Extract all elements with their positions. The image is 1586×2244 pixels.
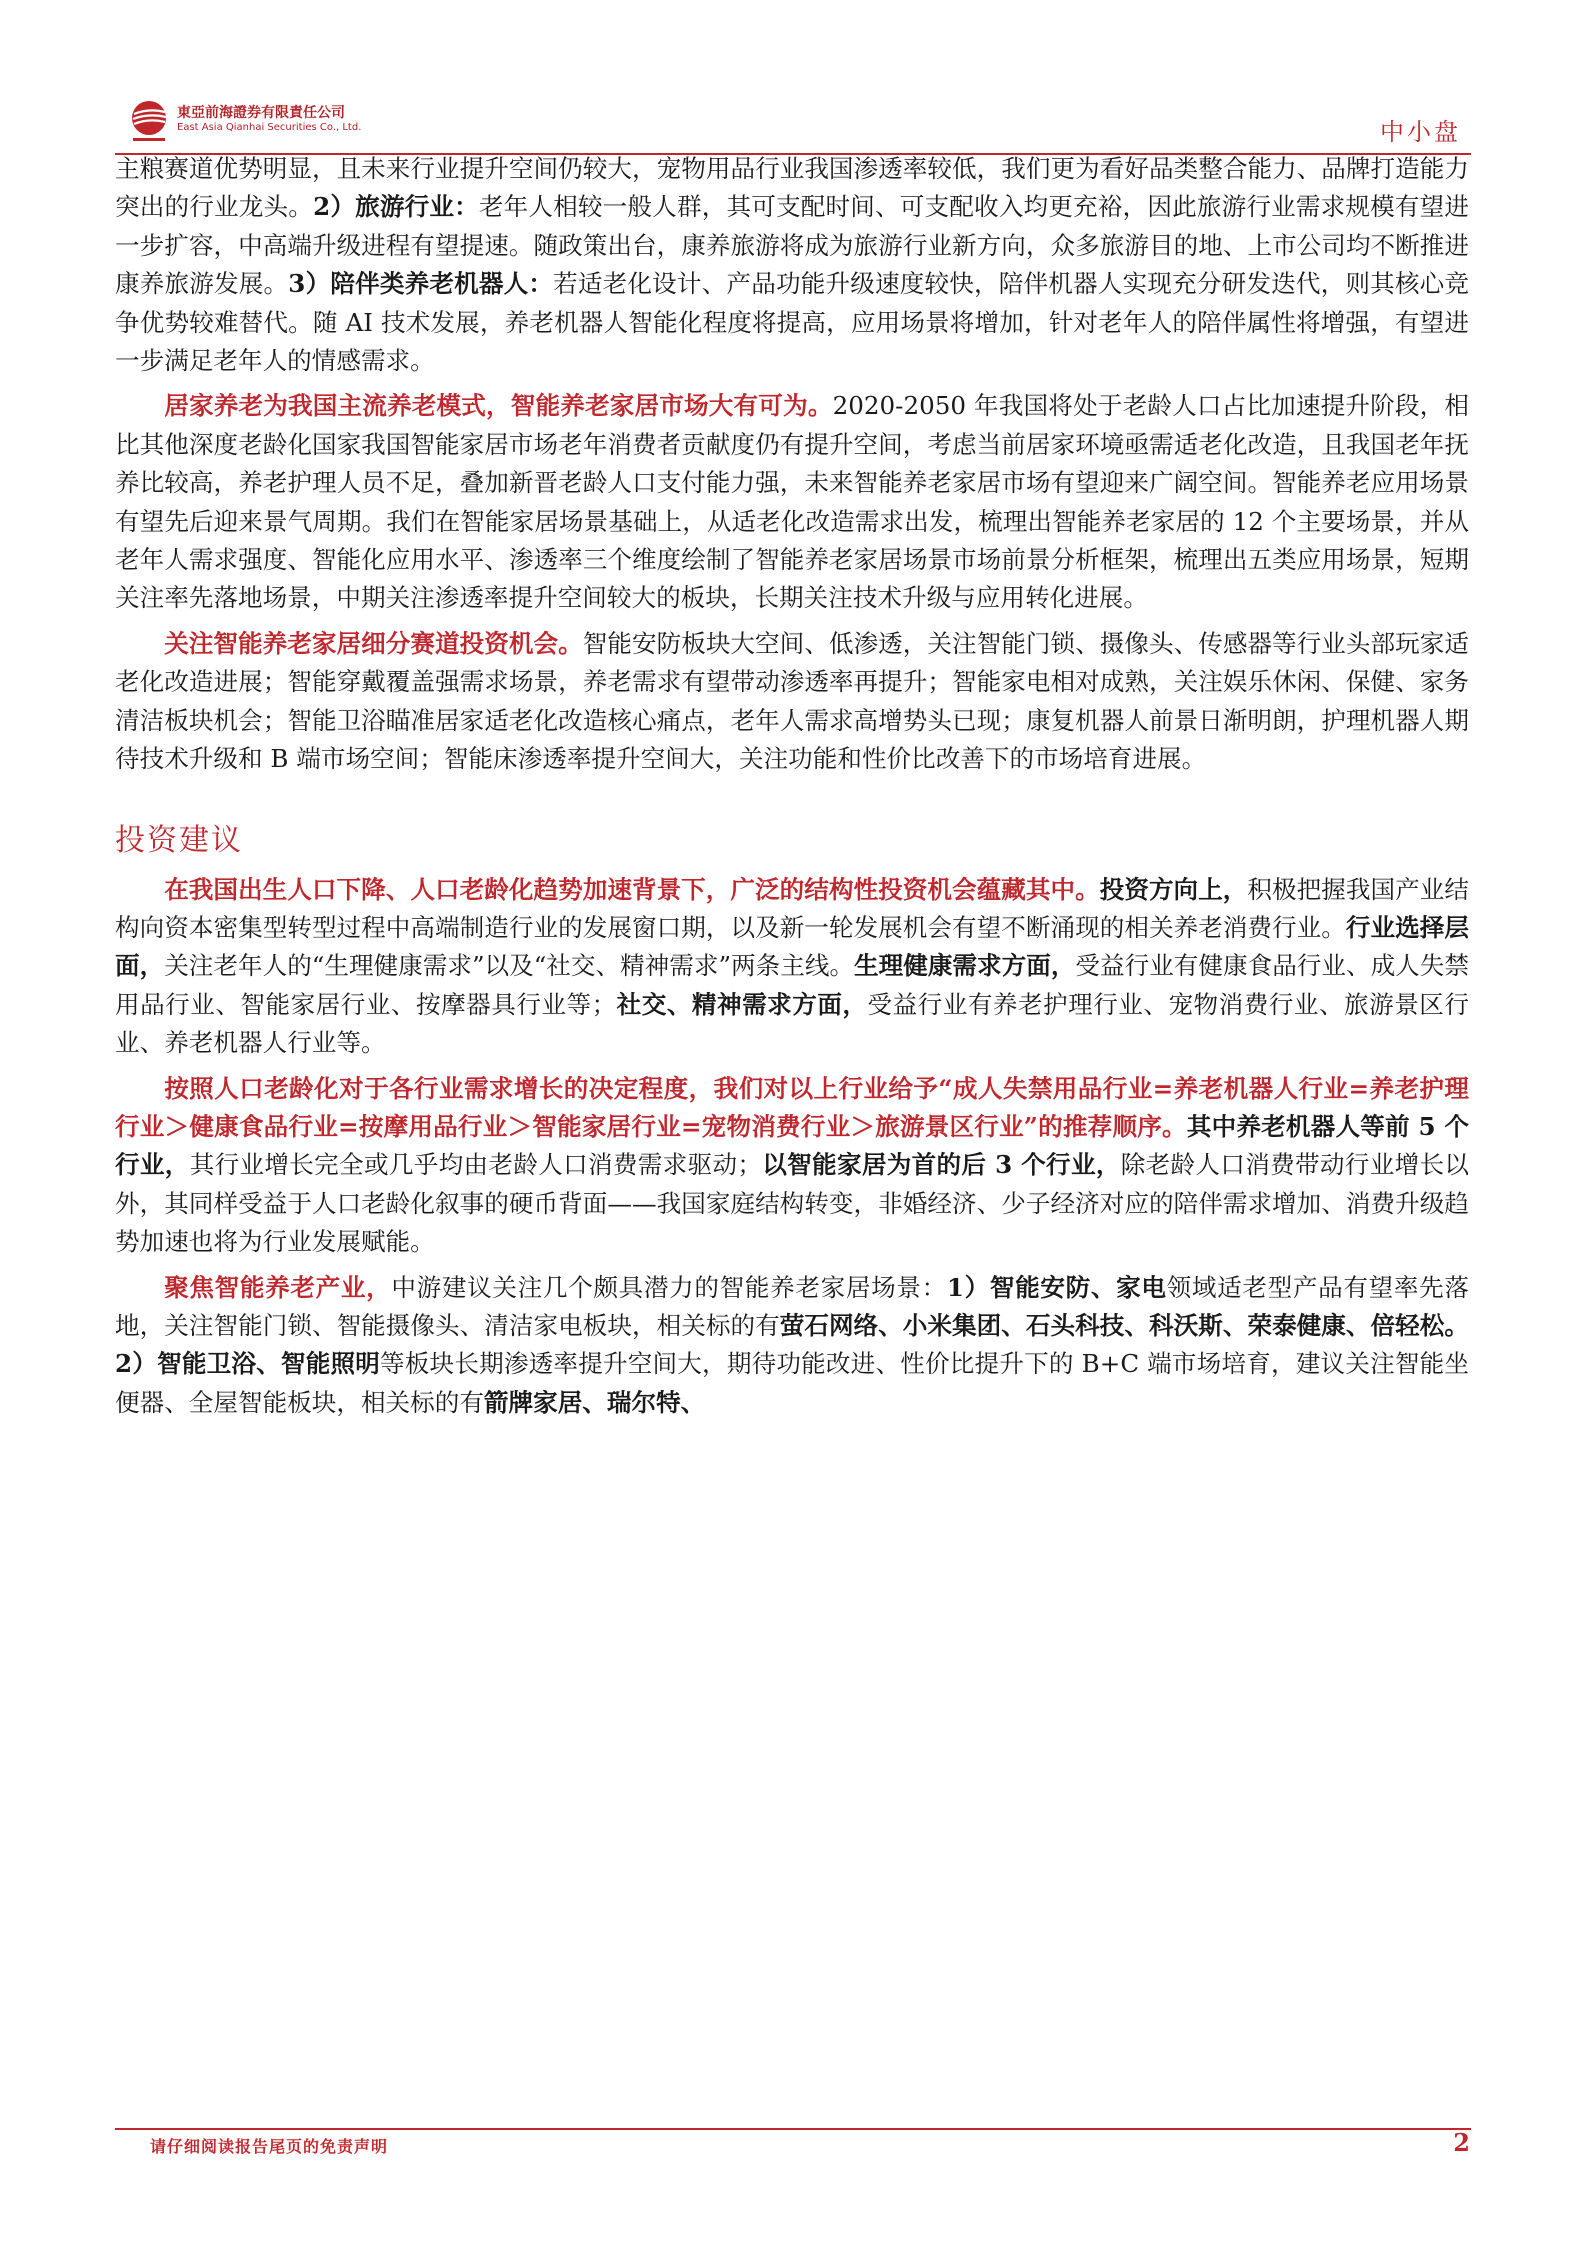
highlight-lead: 在我国出生人口下降、人口老龄化趋势加速背景下，广泛的结构性投资机会蕴藏其中。 (164, 874, 1100, 904)
bold-lead: 其中养老机器人等前 5 个行业， (115, 1111, 1469, 1180)
bold-lead: 行业选择层面， (115, 912, 1469, 981)
page-number: 2 (1453, 2128, 1470, 2157)
highlight-lead: 按照人口老龄化对于各行业需求增长的决定程度，我们对以上行业给予“成人失禁用品行业=养老机器人行业=养老护理行业＞健康食品行业=按摩用品行业＞智能家居行业=宠物消费行业＞旅游景区行业”的推荐顺序。 (115, 1073, 1469, 1141)
text-run: 老年人相较一般人群，其可支配时间、可支配收入均更充裕，因此旅游行业需求规模有望进一步扩容，中高端升级进程有望提速。随政策出台，康养旅游将成为旅游行业新方向，众多旅游目的地、上市公司均不断推进康养旅游发展。 (115, 192, 1469, 299)
bold-lead: 1）智能安防、家电 (946, 1272, 1167, 1302)
text-run: 主粮赛道优势明显，且未来行业提升空间仍较大，宠物用品行业我国渗透率较低，我们更为看好品类整合能力、品牌打造能力突出的行业龙头。 (115, 154, 1469, 222)
company-name-cn: 東亞前海證券有限責任公司 (177, 105, 345, 121)
text-run: 领域适老型产品有望率先落地，关注智能门锁、智能摄像头、清洁家电板块，相关标的有 (115, 1272, 1469, 1340)
disclaimer-note: 请仔细阅读报告尾页的免责声明 (150, 2137, 389, 2156)
bold-lead: 箭牌家居、瑞尔特、 (483, 1387, 706, 1417)
bold-lead: 社交、精神需求方面， (616, 989, 868, 1019)
section-title: 投资建议 (115, 822, 243, 858)
text-run: 受益行业有养老护理行业、宠物消费行业、旅游景区行业、养老机器人行业等。 (115, 989, 1469, 1058)
bold-lead: 投资方向上， (1099, 874, 1248, 904)
paragraph-ranking (115, 1070, 1469, 1262)
text-run: 等板块长期渗透率提升空间大，期待功能改进、性价比提升下的 B+C 端市场培育，建议关注智能坐便器、全屋智能板块，相关标的有 (115, 1349, 1469, 1417)
text-run: 除老龄人口消费带动行业增长以外，其同样受益于人口老龄化叙事的硬币背面——我国家庭结构转变，非婚经济、少子经济对应的陪伴需求增加、消费升级趋势加速也将为行业发展赋能。 (115, 1150, 1469, 1257)
page-header (115, 92, 1471, 152)
paragraph-pet-travel-robot (115, 150, 1469, 380)
paragraph-home-care (115, 387, 1469, 617)
text-run: 智能安防板块大空间、低渗透，关注智能门锁、摄像头、传感器等行业头部玩家适老化改造进展；智能穿戴覆盖强需求场景，养老需求有望带动渗透率再提升；智能家电相对成熟，关注娱乐休闲、保健、家务清洁板块机会；智能卫浴瞄准居家适老化改造核心痛点，老年人需求高增势头已现；康复机器人前景日渐明朗，护理机器人期待技术升级和 B 端市场空间；智能床渗透率提升空间大，关注功能和性价比改善下的市场培育进展。 (115, 628, 1469, 774)
highlight-lead: 关注智能养老家居细分赛道投资机会。 (164, 628, 583, 658)
text-run: 积极把握我国产业结构向资本密集型转型过程中高端制造行业的发展窗口期，以及新一轮发展机会有望不断涌现的相关养老消费行业。 (115, 874, 1469, 942)
text-run: 2020-2050 年我国将处于老龄人口占比加速提升阶段，相比其他深度老龄化国家我国智能家居市场老年消费者贡献度仍有提升空间，考虑当前居家环境亟需适老化改造，且我国老年抚养比较高，养老护理人员不足，叠加新晋老龄人口支付能力强，未来智能养老家居市场有望迎来广阔空间。智能养老应用场景有望先后迎来景气周期。我们在智能家居场景基础上，从适老化改造需求出发，梳理出智能养老家居的 12 个主要场景，并从老年人需求强度、智能化应用水平、渗透率三个维度绘制了智能养老家居场景市场前景分析框架，梳理出五类应用场景，短期关注率先落地场景，中期关注渗透率提升空间较大的板块，长期关注技术升级与应用转化进展。 (115, 391, 1469, 613)
bold-lead: 以智能家居为首的后 3 个行业， (761, 1150, 1121, 1180)
bold-lead: 2）旅游行业： (313, 192, 479, 222)
paragraph-smart-aging-focus (115, 1269, 1469, 1423)
report-body (115, 150, 1469, 1422)
bold-lead: 2）智能卫浴、智能照明 (115, 1349, 381, 1379)
highlight-lead: 居家养老为我国主流养老模式，智能养老家居市场大有可为。 (164, 391, 833, 421)
footer-divider (115, 2128, 1471, 2130)
text-run: 中游建议关注几个颇具潜力的智能养老家居场景： (391, 1272, 947, 1302)
company-name-en: East Asia Qianhai Securities Co., Ltd. (177, 122, 362, 133)
text-run: 其行业增长完全或几乎均由老龄人口消费需求驱动； (189, 1150, 762, 1180)
text-run: 关注老年人的“生理健康需求”以及“社交、精神需求”两条主线。 (164, 951, 855, 981)
text-run: 若适老化设计、产品功能升级速度较快，陪伴机器人实现充分研发迭代，则其核心竞争优势较难替代。随 AI 技术发展，养老机器人智能化程度将提高，应用场景将增加，针对老年人的陪伴属性将增强，有望进一步满足老年人的情感需求。 (115, 269, 1469, 376)
highlight-lead: 聚焦智能养老产业， (164, 1272, 392, 1302)
paragraph-investment-direction (115, 871, 1469, 1063)
company-logo-icon (125, 96, 173, 144)
text-run: 受益行业有健康食品行业、成人失禁用品行业、智能家居行业、按摩器具行业等； (115, 951, 1469, 1019)
paragraph-smart-home-segments (115, 625, 1469, 779)
bold-lead: 萤石网络、小米集团、石头科技、科沃斯、荣泰健康、倍轻松。 (779, 1310, 1469, 1340)
bold-lead: 生理健康需求方面， (854, 951, 1076, 981)
report-category: 中小盘 (1380, 118, 1461, 146)
bold-lead: 3）陪伴类养老机器人： (288, 269, 554, 299)
